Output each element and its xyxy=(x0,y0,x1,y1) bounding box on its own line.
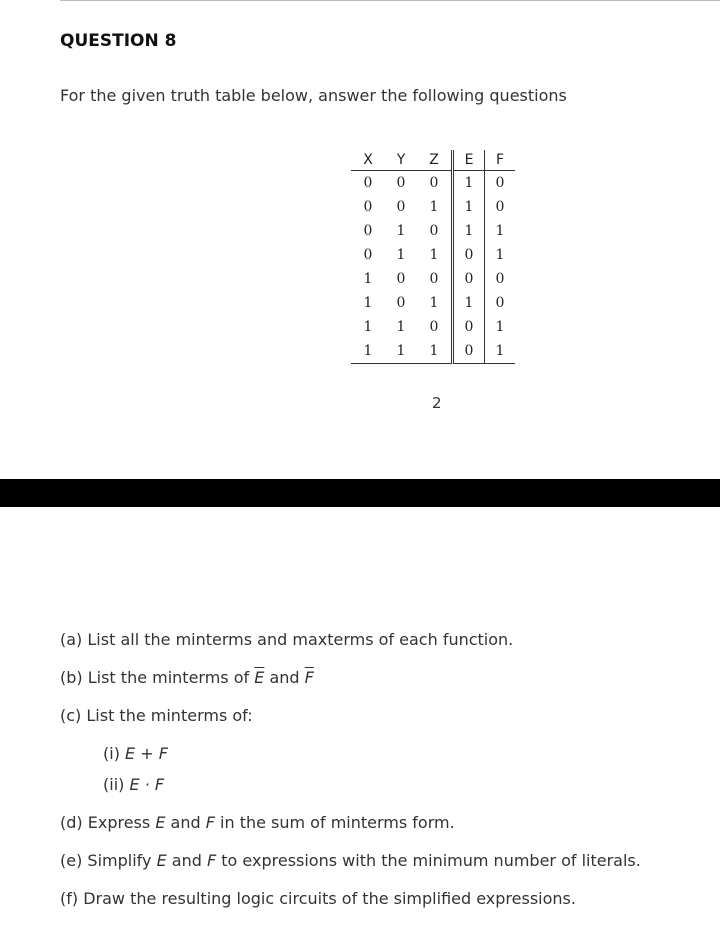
item-b xyxy=(60,668,314,687)
cell-z: 1 xyxy=(417,195,453,219)
item-c-ii-label: (ii) xyxy=(103,775,125,794)
item-e-label: (e) xyxy=(60,851,83,870)
cell-z: 1 xyxy=(417,339,453,364)
cell-e: 1 xyxy=(453,171,485,196)
cell-z: 0 xyxy=(417,171,453,196)
cell-z: 0 xyxy=(417,267,453,291)
cell-e: 0 xyxy=(453,243,485,267)
page-number: 2 xyxy=(432,394,442,412)
item-a xyxy=(60,630,513,649)
header-x: X xyxy=(351,150,385,171)
cell-f: 1 xyxy=(495,247,505,263)
item-e xyxy=(60,851,641,870)
truth-table-row xyxy=(351,171,515,196)
truth-table-row xyxy=(351,195,515,219)
cell-z: 0 xyxy=(417,219,453,243)
cell-e: 0 xyxy=(453,315,485,339)
item-f-text: Draw the resulting logic circuits of the simplified expressions. xyxy=(83,889,576,908)
item-c xyxy=(60,706,253,725)
truth-table xyxy=(351,150,515,364)
cell-x: 0 xyxy=(363,199,373,215)
cell-y: 0 xyxy=(396,175,406,191)
cell-z: 0 xyxy=(417,315,453,339)
item-e-post: to expressions with the minimum number of literals. xyxy=(221,851,641,870)
item-d-var-f: F xyxy=(205,813,215,832)
cell-z: 1 xyxy=(417,243,453,267)
item-b-conj: and xyxy=(269,668,300,687)
item-d-label: (d) xyxy=(60,813,83,832)
item-e-conj: and xyxy=(171,851,202,870)
cell-y: 0 xyxy=(396,199,406,215)
item-d-post: in the sum of minterms form. xyxy=(220,813,455,832)
truth-table-row xyxy=(351,291,515,315)
cell-f: 0 xyxy=(495,175,505,191)
page-break-band xyxy=(0,479,720,507)
truth-table-row xyxy=(351,267,515,291)
truth-table-header-row xyxy=(351,150,515,171)
cell-y: 1 xyxy=(396,247,406,263)
cell-y: 1 xyxy=(396,319,406,335)
cell-x: 1 xyxy=(351,339,385,364)
cell-f: 1 xyxy=(495,319,505,335)
top-divider xyxy=(60,0,720,1)
cell-f: 0 xyxy=(495,271,505,287)
cell-e: 0 xyxy=(453,339,485,364)
item-d-pre: Express xyxy=(87,813,151,832)
header-f: F xyxy=(485,150,516,171)
e-complement: $\overline{E}$ xyxy=(254,668,265,687)
truth-table-row xyxy=(351,243,515,267)
item-c-ii-expr: E · F xyxy=(129,775,165,794)
item-d-conj: and xyxy=(170,813,201,832)
cell-e: 0 xyxy=(453,267,485,291)
item-a-label: (a) xyxy=(60,630,83,649)
item-e-var-e: E xyxy=(156,851,167,870)
item-c-i-expr: E + F xyxy=(125,744,168,763)
cell-f: 0 xyxy=(495,295,505,311)
item-e-pre: Simplify xyxy=(87,851,152,870)
truth-table-body xyxy=(351,171,515,364)
item-c-label: (c) xyxy=(60,706,82,725)
item-e-var-f: F xyxy=(206,851,217,870)
cell-z: 1 xyxy=(417,291,453,315)
cell-x: 1 xyxy=(363,271,373,287)
cell-x: 0 xyxy=(363,175,373,191)
question-heading: QUESTION 8 xyxy=(60,31,177,51)
cell-x: 1 xyxy=(363,319,373,335)
item-c-i-label: (i) xyxy=(103,744,120,763)
cell-x: 0 xyxy=(363,223,373,239)
cell-e: 1 xyxy=(453,195,485,219)
cell-y: 1 xyxy=(385,339,417,364)
item-c-i xyxy=(103,744,168,763)
cell-x: 1 xyxy=(363,295,373,311)
item-d xyxy=(60,813,455,832)
header-y: Y xyxy=(385,150,417,171)
cell-f: 1 xyxy=(495,223,505,239)
cell-y: 1 xyxy=(396,223,406,239)
item-f-label: (f) xyxy=(60,889,79,908)
item-c-text: List the minterms of: xyxy=(86,706,253,725)
header-e: E xyxy=(453,150,485,171)
cell-e: 1 xyxy=(453,219,485,243)
cell-f: 1 xyxy=(485,339,516,364)
truth-table-row xyxy=(351,315,515,339)
item-f xyxy=(60,889,576,908)
item-b-text: List the minterms of xyxy=(87,668,250,687)
item-b-label: (b) xyxy=(60,668,83,687)
truth-table-row xyxy=(351,219,515,243)
header-z: Z xyxy=(417,150,453,171)
item-c-ii xyxy=(103,775,164,794)
cell-y: 0 xyxy=(396,271,406,287)
cell-f: 0 xyxy=(495,199,505,215)
question-prompt: For the given truth table below, answer the following questions xyxy=(60,86,567,105)
cell-e: 1 xyxy=(453,291,485,315)
item-d-var-e: E xyxy=(155,813,166,832)
f-complement: $\overline{F}$ xyxy=(304,668,314,687)
truth-table-row xyxy=(351,339,515,364)
cell-y: 0 xyxy=(396,295,406,311)
item-a-text: List all the minterms and maxterms of each function. xyxy=(87,630,514,649)
cell-x: 0 xyxy=(363,247,373,263)
